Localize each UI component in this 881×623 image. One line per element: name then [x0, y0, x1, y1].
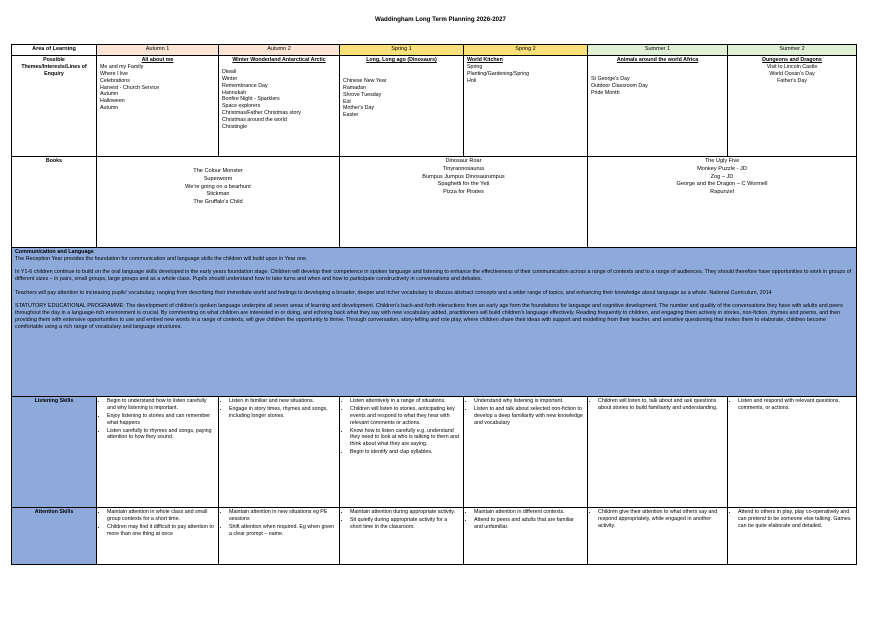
list-item: Visit to Lincoln Castle	[766, 63, 818, 70]
bullet-list	[100, 398, 215, 441]
list-item: Hannukah	[222, 89, 247, 96]
list-item: Stickman	[206, 191, 230, 198]
list-item: The Colour Monster	[193, 168, 243, 174]
term-header-spring2: Spring 2	[464, 45, 588, 56]
attention-summer2	[728, 508, 857, 565]
theme-title: Long, Long ago (Dinosaurs)	[366, 57, 437, 63]
list-item: • Listen and respond with relevant questions, comments, or actions.	[738, 398, 853, 412]
list-item: Easter	[343, 112, 359, 119]
list-item: Christingle	[222, 123, 248, 130]
bullet-list	[222, 398, 336, 420]
themes-summer2	[728, 56, 857, 157]
themes-autumn2	[219, 56, 340, 157]
theme-title: Dungeons and Dragons	[762, 57, 822, 63]
bullet-list	[100, 509, 215, 538]
theme-list	[343, 78, 460, 119]
themes-autumn1	[97, 56, 219, 157]
list-item: Autumn	[100, 91, 119, 98]
bullet-list	[731, 509, 853, 530]
listening-row	[12, 397, 857, 508]
attention-summer1	[588, 508, 728, 565]
header-row	[12, 45, 857, 56]
list-item: Pride Month	[591, 89, 620, 96]
books-summer	[588, 157, 857, 248]
list-item: The Gruffalo's Child	[193, 199, 243, 206]
list-item: We're going on a bearhunt	[185, 183, 251, 190]
bullet-list	[731, 398, 853, 412]
list-item: • Maintain attention in different contexts.	[474, 509, 584, 516]
list-item: • Children will listen to stories, anticipating key events and respond to what they hear with relevant comments or actions.	[350, 406, 460, 427]
themes-spring2	[464, 56, 588, 157]
list-item: • Attend to others in play, play co-operatively and can pretend to be someone else talking. Games can be quite elaborate and detailed.	[738, 509, 853, 530]
books-autumn	[97, 157, 340, 248]
books-label: Books	[12, 157, 97, 248]
bullet-list	[343, 398, 460, 456]
list-item: Father's Day	[777, 77, 807, 84]
list-item: Superworm	[203, 175, 233, 182]
list-item: Bonfire Night - Sparklers	[222, 96, 280, 103]
list-item: • Listen carefully to rhymes and songs, paying attention to how they sound.	[107, 428, 215, 442]
list-item: Christmas/Father Christmas story	[222, 110, 301, 117]
term-header-autumn1: Autumn 1	[97, 45, 219, 56]
listening-summer2	[728, 397, 857, 508]
list-item: George and the Dragon – C Wormell	[676, 181, 768, 188]
list-item: • Listen in familiar and new situations.	[229, 398, 336, 405]
list-item: Me and my Family	[100, 63, 144, 70]
listening-summer1	[588, 397, 728, 508]
communication-cell	[12, 248, 857, 397]
themes-label: Possible Themes/Interests/Lines of Enquiry	[12, 56, 97, 157]
theme-list	[100, 64, 215, 112]
book-list	[100, 168, 336, 207]
books-spring	[340, 157, 588, 248]
list-item: Diwali	[222, 68, 237, 75]
list-item: • Children may find it difficult to pay attention to more than one thing at once	[107, 524, 215, 538]
list-item: Autumn	[100, 105, 119, 112]
list-item: Holi	[467, 77, 477, 84]
list-item: Shrove Tuesday	[343, 91, 382, 98]
list-item: St George's Day	[591, 75, 630, 82]
book-list	[591, 158, 853, 197]
communication-heading: Communication and Language	[15, 249, 94, 255]
attention-autumn1	[97, 508, 219, 565]
theme-title: Animals around the world Africa	[616, 57, 699, 63]
list-item: • Engage in story times, rhymes and songs, including longer stories.	[229, 406, 336, 420]
theme-list	[591, 76, 724, 97]
bullet-list	[343, 509, 460, 531]
attention-label: Attention Skills	[12, 508, 97, 565]
planning-table	[11, 44, 857, 565]
list-item: • Listen attentively in a range of situations.	[350, 398, 460, 405]
term-header-spring1: Spring 1	[340, 45, 464, 56]
list-item: Dinosaur Roar	[445, 158, 482, 164]
list-item: • Maintain attention in new situations eg PE sessions	[229, 509, 336, 523]
list-item: The Ugly Five	[704, 158, 740, 164]
document-title: Waddingham Long Term Planning 2026-2027	[375, 16, 506, 23]
theme-title: All about me	[141, 57, 174, 63]
communication-paragraph: Teachers will pay attention to increasing pupils' vocabulary, ranging from describing their immediate world and feelings to developing a broader, deeper and richer vocabulary to discuss abstract concepts and a wider range of topics, and enhancing their knowledge about language as a whole. National Curriculum, 2014	[15, 289, 772, 296]
list-item: Chinese New Year	[343, 77, 387, 84]
bullet-list	[467, 398, 584, 427]
bullet-list	[467, 509, 584, 531]
listening-spring1	[340, 397, 464, 508]
list-item: Bumpus Jumpus Dinosaurumpus	[422, 173, 505, 180]
themes-summer1	[588, 56, 728, 157]
theme-title: Winter Wonderland Antarctica/ Arctic	[232, 57, 326, 63]
communication-paragraph: The Reception Year provides the foundation for communication and language skills the children will build upon in Year one.	[15, 256, 308, 263]
listening-autumn2	[219, 397, 340, 508]
attention-row	[12, 508, 857, 565]
listening-autumn1	[97, 397, 219, 508]
books-row	[12, 157, 857, 248]
attention-autumn2	[219, 508, 340, 565]
list-item: Where I live	[100, 70, 128, 77]
list-item: Mother's Day	[343, 105, 375, 112]
bullet-list	[591, 509, 724, 530]
theme-list	[222, 69, 336, 131]
area-header: Area of Learning	[12, 45, 97, 56]
list-item: Remembrance Day	[222, 82, 268, 89]
list-item: Winter	[222, 75, 238, 82]
list-item: • Begin to identify and clap syllables.	[350, 449, 460, 456]
list-item: Harvest - Church Service	[100, 84, 160, 91]
list-item: • Know how to listen carefully e.g. understand they need to look at who is talking to them and think about what they are saying.	[350, 428, 460, 449]
theme-list	[467, 64, 584, 85]
list-item: Eid	[343, 98, 351, 105]
theme-list	[731, 64, 853, 85]
book-list	[343, 158, 584, 197]
listening-label: Listening Skills	[12, 397, 97, 508]
list-item: • Understand why listening is important.	[474, 398, 584, 405]
term-header-autumn2: Autumn 2	[219, 45, 340, 56]
list-item: • Sit quietly during appropriate activity for a short time in the classroom.	[350, 517, 460, 531]
list-item: Ramadan	[343, 84, 366, 91]
list-item: • Shift attention when required. Eg when given a clear prompt – name.	[229, 524, 336, 538]
list-item: Celebrations	[100, 77, 130, 84]
list-item: World Ocean's Day	[769, 70, 815, 77]
communication-paragraph: STATUTORY EDUCATIONAL PROGRAMME: The development of children's spoken language underpins all seven areas of learning and development. Children's back-and-forth interactions from an early age form the foundations for language and cognitive development. The number and quality of the conversations they have with adults and peers throughout the day in a language-rich environment is crucial. By commenting on what children are interested in or doing, and echoing back what they say with new vocabulary added, practitioners will build children's language effectively. Reading frequently to children, and engaging them actively in stories, non-fiction, rhymes and poems, and then providing them with extensive opportunities to use and embed new words in a range of contexts, will give children the opportunity to thrive. Through conversation, story-telling and role play, where children share their ideas with support and modelling from their teacher, and sensitive questioning that invites them to elaborate, children become comfortable using a rich range of vocabulary and language structures.	[15, 302, 843, 330]
term-header-summer2: Summer 2	[728, 45, 857, 56]
communication-paragraph: In Y1-6 children continue to build on the oral language skills developed in the early years foundation stage. Children will develop their competence in spoken language and listening to enhance the effectiveness of their communication across a range of contexts and to a range of audiences. They should therefore have opportunities to work in groups of different sizes – in pairs, small groups, large groups and as a whole class. Pupils should understand how to take turns and when and how to participate constructively in conversations and debates.	[15, 269, 852, 283]
themes-row	[12, 56, 857, 157]
list-item: • Children give their attention to what others say and respond appropriately, while engaged in another activity.	[598, 509, 724, 530]
attention-spring2	[464, 508, 588, 565]
list-item: Rapunzel	[710, 189, 734, 196]
term-header-summer1: Summer 1	[588, 45, 728, 56]
list-item: Spaghetti for the Yeti	[437, 181, 490, 188]
list-item: Planting/Gardening/Spring	[467, 70, 530, 77]
list-item: • Begin to understand how to listen carefully and why listening is important.	[107, 398, 215, 412]
list-item: Tinyrannosaurus	[442, 165, 485, 172]
list-item: Spring	[467, 63, 483, 70]
list-item: Pizza for Pirates	[443, 189, 484, 196]
list-item: Halloween	[100, 98, 125, 105]
list-item: • Children will listen to, talk about and ask questions about stories to build familiarity and understanding.	[598, 398, 724, 412]
themes-spring1	[340, 56, 464, 157]
listening-spring2	[464, 397, 588, 508]
communication-row	[12, 248, 857, 397]
attention-spring1	[340, 508, 464, 565]
list-item: Outdoor Classroom Day	[591, 82, 648, 89]
list-item: Space explorers	[222, 103, 261, 110]
list-item: • Enjoy listening to stories and can remember what happens	[107, 413, 215, 427]
list-item: • Maintain attention in whole class and small group contexts for a short time.	[107, 509, 215, 523]
list-item: • Maintain attention during appropriate activity.	[350, 509, 460, 516]
bullet-list	[591, 398, 724, 412]
list-item: Monkey Puzzle - JD	[697, 165, 747, 172]
list-item: Zog – JD	[710, 173, 734, 180]
bullet-list	[222, 509, 336, 538]
theme-title: World Kitchen	[467, 57, 503, 63]
list-item: • Attend to peers and adults that are familiar and unfamiliar.	[474, 517, 584, 531]
list-item: Christmas around the world	[222, 117, 287, 123]
list-item: • Listen to and talk about selected non-fiction to develop a deep familiarity with new knowledge and vocabulary	[474, 406, 584, 427]
